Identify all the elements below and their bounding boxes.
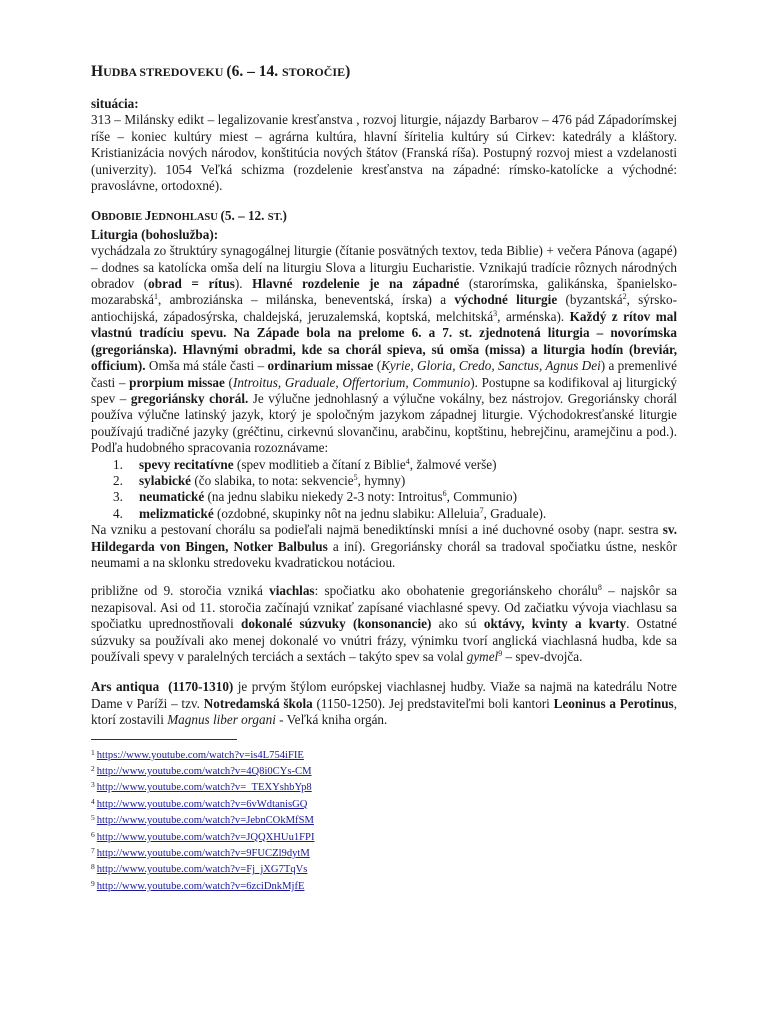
footnote-link[interactable]: http://www.youtube.com/watch?v=_TEXYshbYp8 bbox=[96, 782, 312, 794]
spacer bbox=[91, 82, 677, 96]
footnote: $^5$ http://www.youtube.com/watch?v=JebnCOkMfSM bbox=[91, 813, 314, 827]
footnote-link[interactable]: http://www.youtube.com/watch?v=6zciDnkMjfE bbox=[96, 880, 305, 892]
chant-types-list bbox=[91, 457, 677, 523]
footnote-link[interactable]: http://www.youtube.com/watch?v=4Q8i0CYs-CM bbox=[96, 766, 312, 778]
situacia-paragraph: 313 – Milánsky edikt – legalizovanie kresťanstva , rozvoj liturgie, nájazdy Barbarov – 476 pád Západorímskej ríše – koniec kultúry miest – agrárna kultúra, hlavní šíritelia kultúry sú Cirkev: katedrály a kláštory. Kristianizácia nových národov, konštitúcia nových štátov (Franská ríša). Postupný rozvoj miest a vzdelanosti (univerzity). 1054 Veľká schizma (rozdelenie kresťanstva na západné: rímsko-katolícke a východné: pravoslávne, ortodoxné). bbox=[91, 112, 677, 194]
footnote-link[interactable]: https://www.youtube.com/watch?v=is4L754iFIE bbox=[96, 749, 304, 761]
footnote-link[interactable]: http://www.youtube.com/watch?v=6vWdtanisGQ bbox=[96, 798, 308, 810]
title-initial: H bbox=[91, 63, 104, 80]
liturgia-heading: Liturgia (bohoslužba): bbox=[91, 226, 219, 242]
footnote-link[interactable]: http://www.youtube.com/watch?v=9FUCZl9dytM bbox=[96, 848, 310, 860]
footnote-ref[interactable]: 7 bbox=[479, 505, 484, 515]
spacer bbox=[91, 571, 677, 583]
footnote: $^8$ http://www.youtube.com/watch?v=Fj_jXG7TqVs bbox=[91, 862, 308, 876]
situacia-heading: situácia: bbox=[91, 96, 139, 111]
section-heading-jednohlas: OBDOBIE JEDNOHLASU (5. – 12. ST.) bbox=[91, 208, 287, 224]
title-dates: (6. – 14. bbox=[226, 63, 282, 80]
footnote-divider bbox=[91, 739, 237, 746]
spacer bbox=[91, 194, 677, 208]
list-item: 1. spevy recitatívne (spev modlitieb a čítaní z Biblie$^4$, žalmové verše) bbox=[113, 456, 497, 472]
footnote: $^7$ http://www.youtube.com/watch?v=9FUCZl9dytM bbox=[91, 846, 310, 860]
vznik-paragraph: Na vzniku a pestovaní chorálu sa podieľali najmä benediktínski mnísi a iné duchovné osoby (napr. sestra sv. Hildegarda von Bingen, Notker Balbulus a iní). Gregoriánsky chorál sa tradoval spočiatku ústne, neskôr neumami a na sklonku stredoveku kvadratickou notáciou. bbox=[91, 522, 677, 570]
footnote-ref[interactable]: 9 bbox=[498, 649, 503, 658]
footnote-ref[interactable]: 2 bbox=[622, 292, 627, 302]
footnote-ref[interactable]: 3 bbox=[493, 308, 498, 318]
viachlas-paragraph: približne od 9. storočia vzniká viachlas: spočiatku ako obohatenie gregoriánskeho chorálu$^8$ – najskôr sa nezapisoval. Asi od 11. storočia začínajú vznikať zapísané viachlasné spevy. Od začiatku vývoja viachlasu sa spočiatku uprednostňovali dokonalé súzvuky (konsonancie) ako sú oktávy, kvinty a kvarty. Ostatné súzvuky sa používali ako menej dokonalé vo vnútri frázy, výnimku tvorí anglická viachlasná hudba, kde sa používali spevy v paralelných terciách a sextách – takýto spev sa volal gymel$^9$ – spev-dvojča. bbox=[91, 583, 677, 664]
footnote-link[interactable]: http://www.youtube.com/watch?v=JebnCOkMfSM bbox=[96, 815, 314, 827]
title-century: STOROČIE bbox=[281, 65, 346, 79]
footnote: $^3$ http://www.youtube.com/watch?v=_TEXYshbYp8 bbox=[91, 780, 312, 794]
footnote: $^6$ http://www.youtube.com/watch?v=JQQXHUu1FPI bbox=[91, 829, 315, 843]
list-item: 4. melizmatické (ozdobné, skupinky nôt na jednu slabiku: Alleluia$^7$, Graduale). bbox=[113, 505, 547, 521]
ars-antiqua-paragraph: Ars antiqua (1170-1310) je prvým štýlom európskej viachlasnej hudby. Viaže sa najmä na katedrálu Notre Dame v Paríži – tzv. Notredamská škola (1150-1250). Jej predstaviteľmi boli kantori Leoninus a Perotinus, ktorí zostavili Magnus liber organi - Veľká kniha orgán. bbox=[91, 679, 677, 728]
footnote-ref[interactable]: 1 bbox=[153, 292, 158, 302]
footnote-link[interactable]: http://www.youtube.com/watch?v=Fj_jXG7TqVs bbox=[96, 864, 308, 876]
page-title bbox=[91, 62, 677, 82]
footnote-ref[interactable]: 6 bbox=[442, 489, 447, 499]
footnote: $^4$ http://www.youtube.com/watch?v=6vWdtanisGQ bbox=[91, 796, 308, 810]
footnote-ref[interactable]: 5 bbox=[353, 472, 358, 482]
footnote: $^1$ https://www.youtube.com/watch?v=is4L754iFIE bbox=[91, 747, 304, 761]
footnote-ref[interactable]: 4 bbox=[405, 456, 410, 466]
list-item: 2. sylabické (čo slabika, to nota: sekvencie$^5$, hymny) bbox=[113, 472, 406, 488]
liturgia-paragraph: vychádzala zo štruktúry synagogálnej liturgie (čítanie posvätných textov, teda Biblie) + večera Pánova (agapé) – dodnes sa katolícka omša delí na liturgiu Slova a liturgiu Eucharistie. Vznikajú tradície rôznych národných obradov (obrad = rítus). Hlavné rozdelenie je na západné (starorímska, galikánska, španielsko-mozarabská$^1$, ambroziánska – milánska, beneventská, írska) a východné liturgie (byzantská$^2$, sýrsko-antiochijská, západosýrska, chaldejská, jeruzalemská, koptská, melchitská$^3$, arménska). Každý z rítov mal vlastnú tradíciu spevu. Na Západe bola na prelome 6. a 7. st. zjednotená liturgia – novorímska (gregoriánska). Hlavnými obradmi, kde sa chorál spieva, sú omša (missa) a liturgia hodín (breviár, officium). Omša má stále časti – ordinarium missae (Kyrie, Gloria, Credo, Sanctus, Agnus Dei) a premenlivé časti – prorpium missae (Introitus, Graduale, Offertorium, Communio). Postupne sa kodifikoval aj liturgický spev – gregoriánsky chorál. Je výlučne jednohlasný a výlučne vokálny, bez nástrojov. Gregoriánsky chorál používa výlučne latinský jazyk, ktorý je spoločným jazykom západnej liturgie. Východokresťanské liturgie používajú tradičné jazyky (gréčtinu, cirkevnú slovančinu, arabčinu, koptštinu, hebrejčinu, aramejčinu a pod.). Podľa hudobného spracovania rozoznávame: bbox=[91, 243, 678, 456]
footnote-link[interactable]: http://www.youtube.com/watch?v=JQQXHUu1FPI bbox=[96, 831, 315, 843]
list-item: 3. neumatické (na jednu slabiku niekedy 2-3 noty: Introitus$^6$, Communio) bbox=[113, 489, 517, 505]
footnote: $^2$ http://www.youtube.com/watch?v=4Q8i0CYs-CM bbox=[91, 764, 312, 778]
footnotes bbox=[91, 746, 677, 894]
title-smallcaps: UDBA STREDOVEKU bbox=[103, 65, 227, 79]
spacer bbox=[91, 665, 677, 679]
title-close: ) bbox=[345, 63, 351, 80]
footnote-ref[interactable]: 8 bbox=[597, 583, 602, 593]
document-page bbox=[91, 62, 677, 893]
footnote: $^9$ http://www.youtube.com/watch?v=6zciDnkMjfE bbox=[91, 878, 305, 892]
